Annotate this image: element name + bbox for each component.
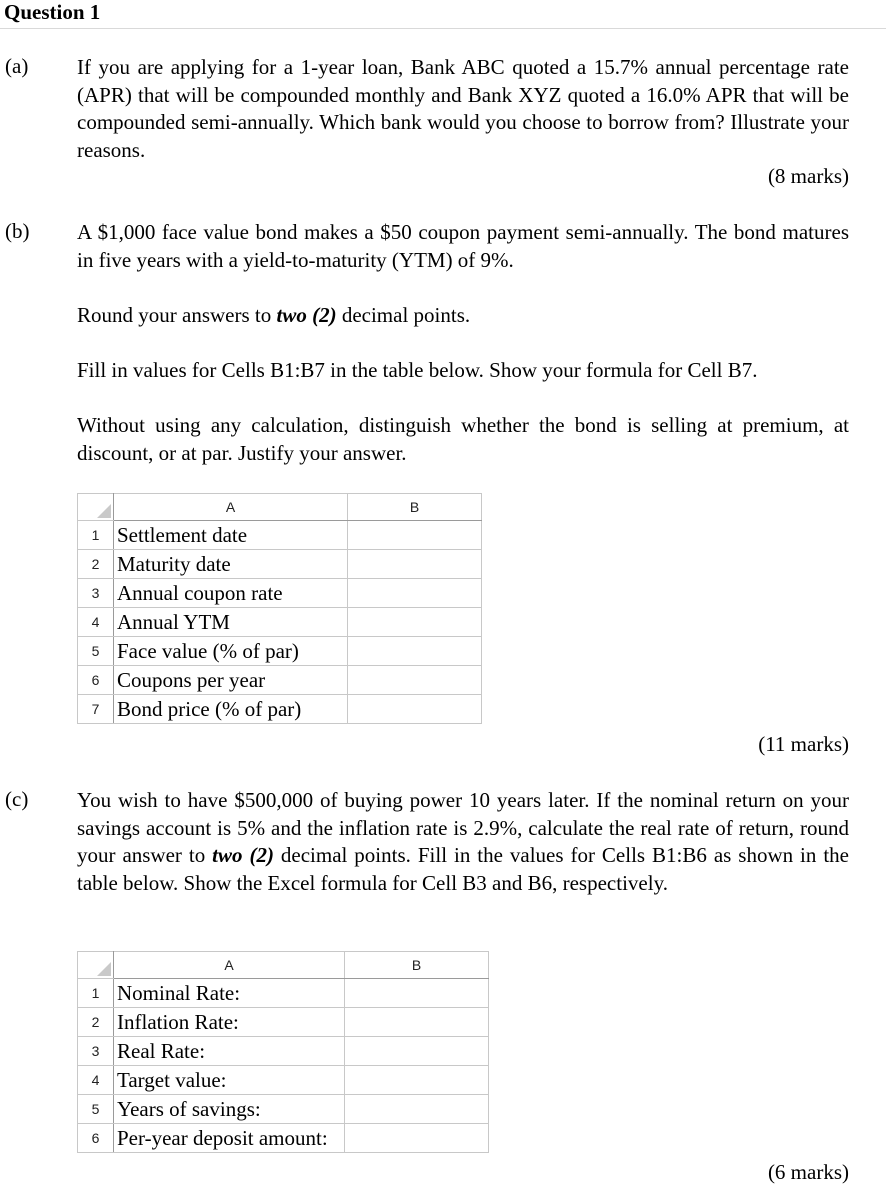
table-row xyxy=(78,637,482,666)
cell-b3[interactable] xyxy=(345,1037,489,1066)
column-header-b[interactable]: B xyxy=(345,952,489,979)
part-c-emphasis: two (2) xyxy=(212,843,274,867)
cell-b6[interactable] xyxy=(348,666,482,695)
cell-a4[interactable]: Target value: xyxy=(114,1066,345,1095)
part-a-marks: (8 marks) xyxy=(767,164,849,188)
part-c-text-prefix: You wish to have $500,000 of buying power 10 years later. If the nominal return on your savings account is 5% and the inflation rate is 2.9%, calculate the real rate of return, round your answer to xyxy=(77,788,849,867)
part-c-text-suffix: decimal points. Fill in the values for Cells B1:B6 as shown in the table below. Show the Excel formula for Cell B3 and B6, respectively. xyxy=(77,843,849,895)
part-c-marks: (6 marks) xyxy=(767,1160,849,1184)
cell-a6[interactable]: Coupons per year xyxy=(114,666,348,695)
cell-a1[interactable]: Settlement date xyxy=(114,521,348,550)
row-number[interactable]: 5 xyxy=(78,1095,114,1124)
cell-a2[interactable]: Inflation Rate: xyxy=(114,1008,345,1037)
cell-b4[interactable] xyxy=(348,608,482,637)
cell-b1[interactable] xyxy=(348,521,482,550)
table-row xyxy=(78,1037,489,1066)
corner-triangle-icon xyxy=(97,504,111,518)
cell-b6[interactable] xyxy=(345,1124,489,1153)
table-row xyxy=(78,1008,489,1037)
select-all-corner[interactable] xyxy=(78,494,114,521)
part-b-text: A $1,000 face value bond makes a $50 coupon payment semi-annually. The bond matures in five years with a yield-to-maturity (YTM) of 9%. xyxy=(77,220,849,272)
part-b-rounding-instruction xyxy=(77,302,849,330)
corner-triangle-icon xyxy=(97,962,111,976)
cell-a2[interactable]: Maturity date xyxy=(114,550,348,579)
table-row xyxy=(78,521,482,550)
row-number[interactable]: 1 xyxy=(78,979,114,1008)
part-b-marks: (11 marks) xyxy=(758,732,849,756)
row-number[interactable]: 6 xyxy=(78,666,114,695)
cell-b5[interactable] xyxy=(348,637,482,666)
rounding-emphasis: two (2) xyxy=(276,303,337,327)
row-number[interactable]: 3 xyxy=(78,579,114,608)
part-b-label: (b) xyxy=(5,219,30,243)
cell-b5[interactable] xyxy=(345,1095,489,1124)
cell-a5[interactable]: Face value (% of par) xyxy=(114,637,348,666)
table-row xyxy=(78,1066,489,1095)
cell-a3[interactable]: Real Rate: xyxy=(114,1037,345,1066)
cell-a3[interactable]: Annual coupon rate xyxy=(114,579,348,608)
part-a-text: If you are applying for a 1-year loan, Bank ABC quoted a 15.7% annual percentage rate (APR) that will be compounded monthly and Bank XYZ quoted a 16.0% APR that will be compounded semi-annually. Which bank would you choose to borrow from? Illustrate your reasons. xyxy=(77,55,849,162)
cell-b4[interactable] xyxy=(345,1066,489,1095)
row-number[interactable]: 2 xyxy=(78,550,114,579)
row-number[interactable]: 7 xyxy=(78,695,114,724)
column-header-a[interactable]: A xyxy=(114,494,348,521)
cell-b2[interactable] xyxy=(348,550,482,579)
cell-a6[interactable]: Per-year deposit amount: xyxy=(114,1124,345,1153)
cell-a5[interactable]: Years of savings: xyxy=(114,1095,345,1124)
rounding-suffix: decimal points. xyxy=(336,303,471,327)
cell-a4[interactable]: Annual YTM xyxy=(114,608,348,637)
table-row xyxy=(78,608,482,637)
rounding-prefix: Round your answers to xyxy=(77,303,277,327)
column-header-a[interactable]: A xyxy=(114,952,345,979)
table-row xyxy=(78,695,482,724)
cell-b2[interactable] xyxy=(345,1008,489,1037)
row-number[interactable]: 1 xyxy=(78,521,114,550)
table-row xyxy=(78,666,482,695)
cell-a7[interactable]: Bond price (% of par) xyxy=(114,695,348,724)
column-header-b[interactable]: B xyxy=(348,494,482,521)
row-number[interactable]: 6 xyxy=(78,1124,114,1153)
table-row xyxy=(78,979,489,1008)
bond-spreadsheet-table xyxy=(77,493,482,724)
select-all-corner[interactable] xyxy=(78,952,114,979)
part-c-label: (c) xyxy=(5,787,29,811)
cell-b3[interactable] xyxy=(348,579,482,608)
table-row xyxy=(78,1124,489,1153)
cell-a1[interactable]: Nominal Rate: xyxy=(114,979,345,1008)
row-number[interactable]: 4 xyxy=(78,1066,114,1095)
part-c-text xyxy=(77,787,849,897)
row-number[interactable]: 5 xyxy=(78,637,114,666)
part-a-label: (a) xyxy=(5,54,29,78)
part-b-fill-instruction: Fill in values for Cells B1:B7 in the table below. Show your formula for Cell B7. xyxy=(77,358,758,382)
header-divider xyxy=(0,28,886,29)
savings-spreadsheet-table xyxy=(77,951,489,1153)
row-number[interactable]: 2 xyxy=(78,1008,114,1037)
row-number[interactable]: 4 xyxy=(78,608,114,637)
cell-b7[interactable] xyxy=(348,695,482,724)
cell-b1[interactable] xyxy=(345,979,489,1008)
table-row xyxy=(78,579,482,608)
table-row xyxy=(78,1095,489,1124)
table-row xyxy=(78,550,482,579)
part-b-premium-question: Without using any calculation, distinguish whether the bond is selling at premium, at discount, or at par. Justify your answer. xyxy=(77,413,849,465)
question-title: Question 1 xyxy=(4,0,101,24)
row-number[interactable]: 3 xyxy=(78,1037,114,1066)
